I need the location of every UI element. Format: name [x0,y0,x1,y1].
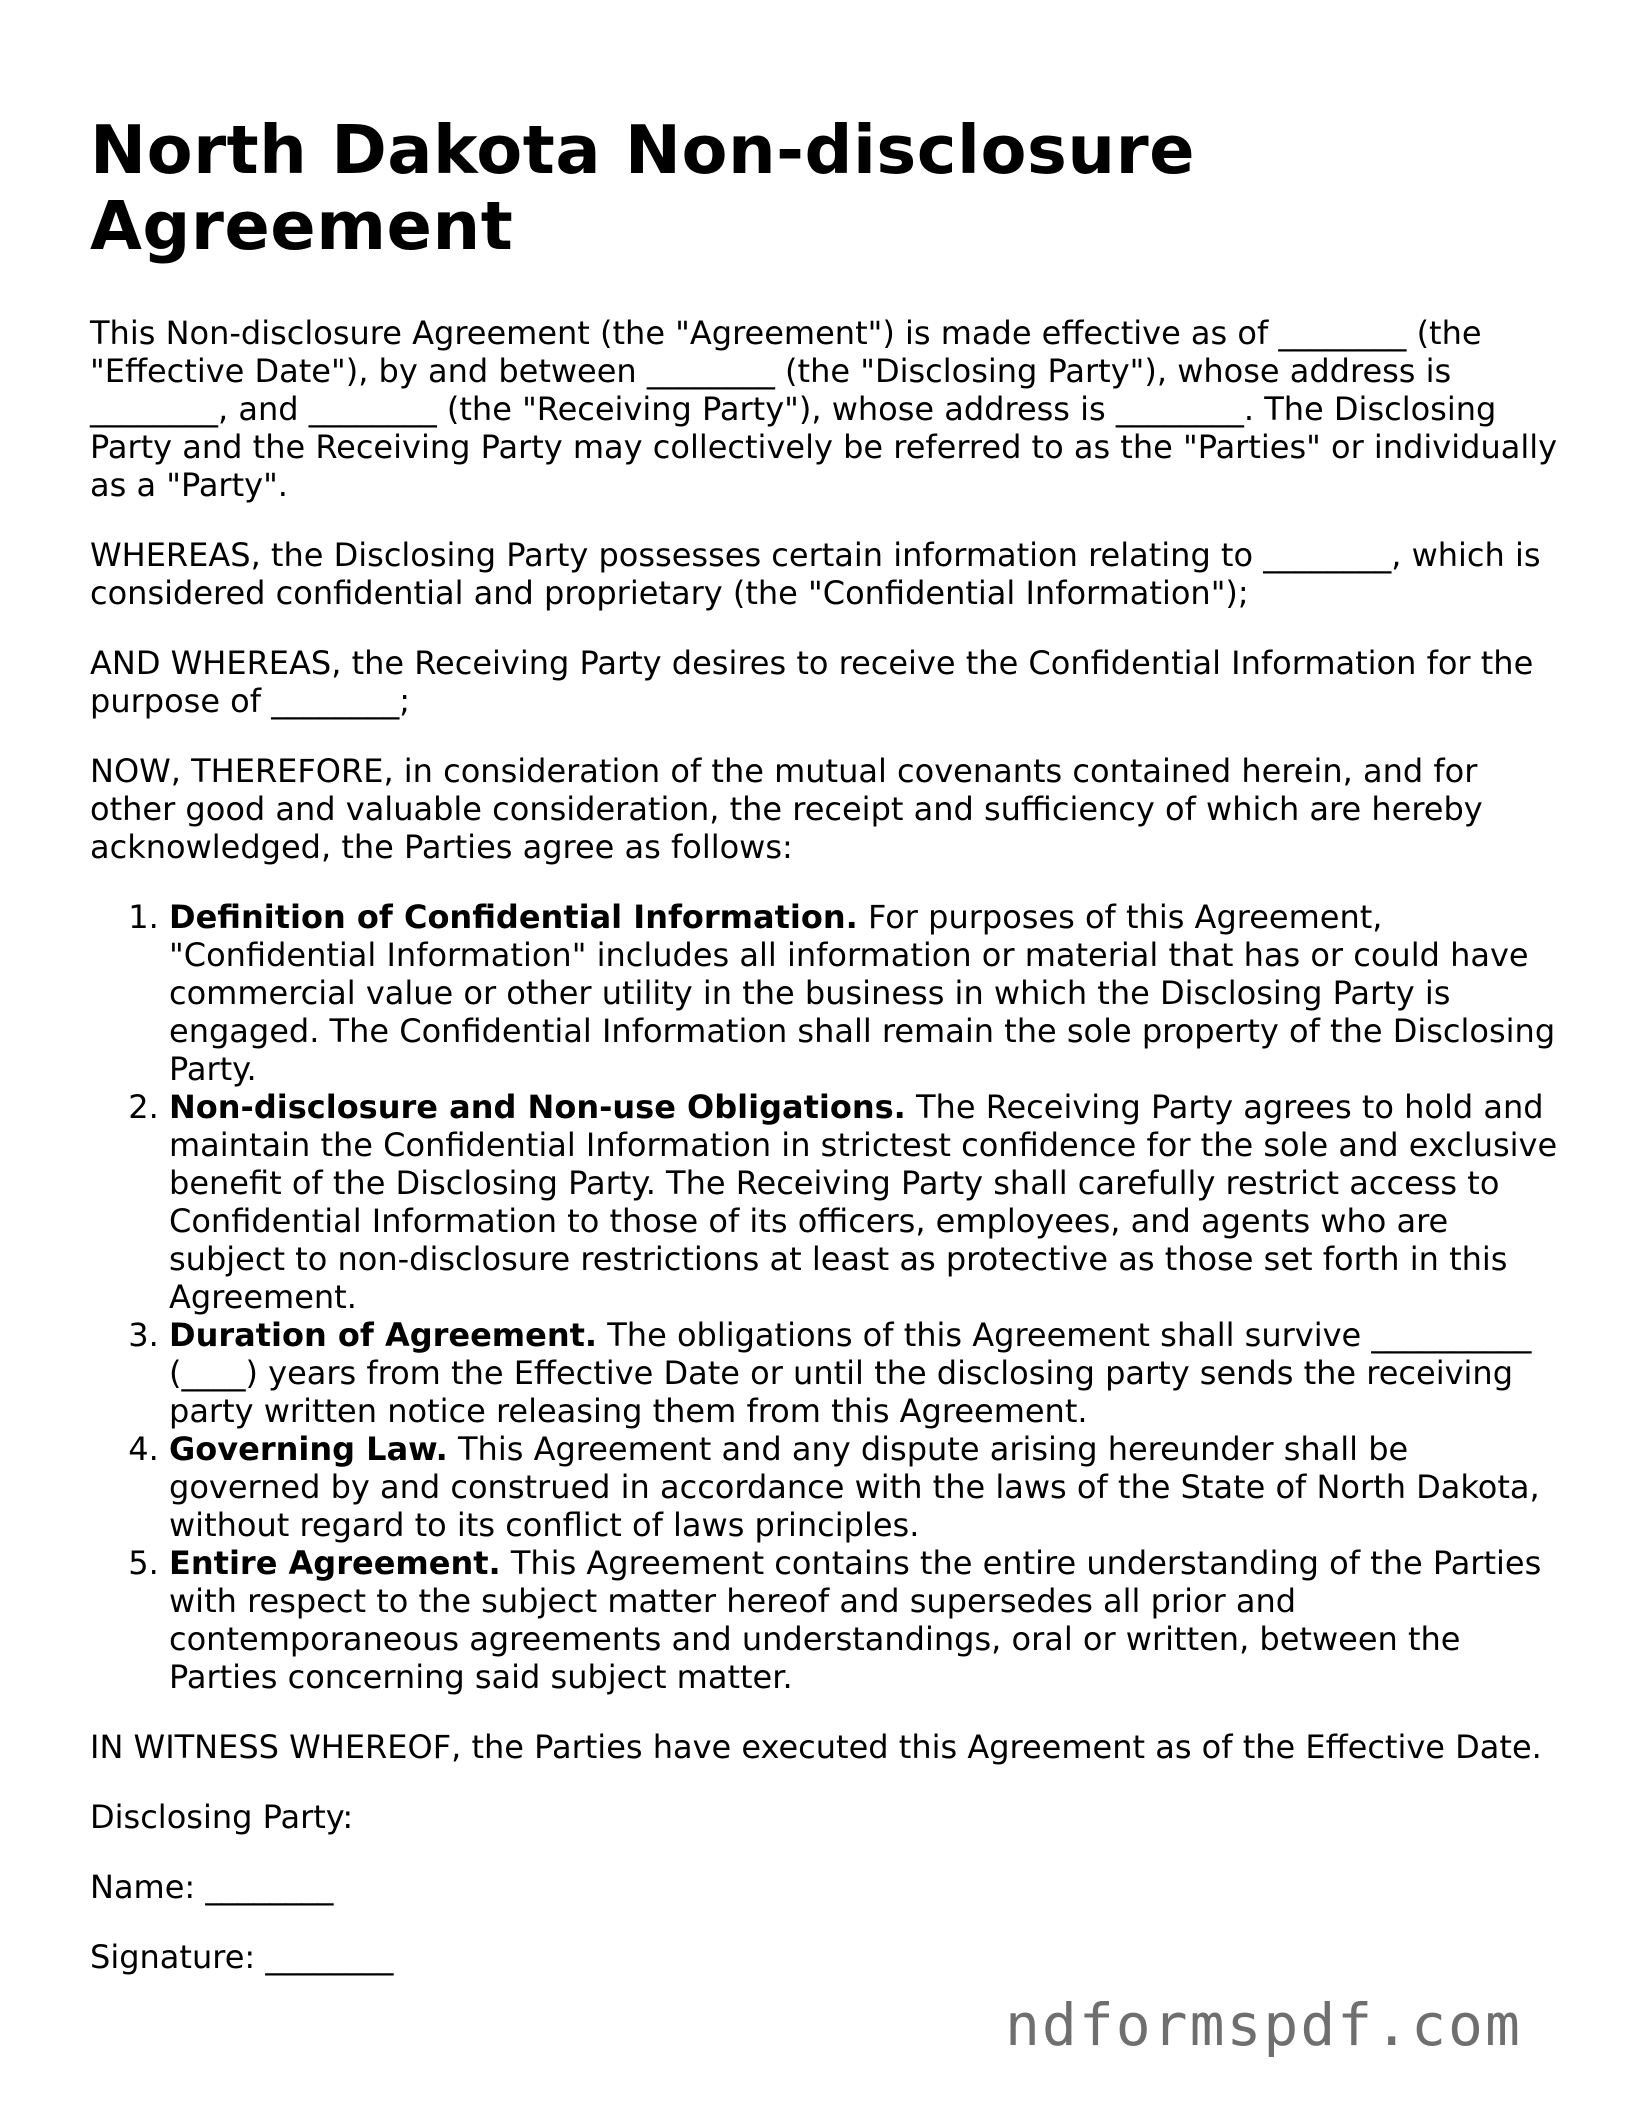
whereas-paragraph-1: WHEREAS, the Disclosing Party possesses certain information relating to ________, which is considered confidential and proprietary (the "Confidential Information"); [90,536,1541,612]
clause-heading: Non-disclosure and Non-use Obligations. [169,1088,906,1126]
whereas-paragraph-2: AND WHEREAS, the Receiving Party desires to receive the Confidential Information for the purpose of ________; [90,644,1534,720]
clause-item [169,1088,1560,1316]
disclosing-party-label: Disclosing Party: [90,1798,354,1836]
clause-heading: Duration of Agreement. [169,1316,598,1354]
name-line: Name: ________ [90,1868,334,1906]
watermark: ndformspdf.com [1005,1991,1522,2059]
clause-heading: Definition of Confidential Information. [169,898,858,936]
clause-text: This Agreement contains the entire understanding of the Parties with respect to the subject matter hereof and supersedes all prior and contemporaneous agreements and understandings, oral or written, between the Parties concerning said subject matter. [169,1544,1542,1696]
clause-text: The obligations of this Agreement shall survive __________ (____) years from the Effective Date or until the disclosing party sends the receiving party written notice releasing them from this Agreement. [169,1316,1532,1430]
clause-text: This Agreement and any dispute arising hereunder shall be governed by and construed in accordance with the laws of the State of North Dakota, without regard to its conflict of laws principles. [169,1430,1540,1544]
intro-paragraph: This Non-disclosure Agreement (the "Agreement") is made effective as of ________ (the "Effective Date"), by and between ________ (the "Disclosing Party"), whose address is ________, and ________ (the "Receiving Party"), whose address is ________. The Disclosing Party and the Receiving Party may collectively be referred to as the "Parties" or individually as a "Party". [90,314,1558,504]
now-therefore-paragraph: NOW, THEREFORE, in consideration of the mutual covenants contained herein, and for other good and valuable consideration, the receipt and sufficiency of which are hereby acknowledged, the Parties agree as follows: [90,752,1483,866]
clause-item [169,1544,1560,1696]
clause-item [169,898,1560,1088]
clause-text: The Receiving Party agrees to hold and maintain the Confidential Information in strictest confidence for the sole and exclusive benefit of the Disclosing Party. The Receiving Party shall carefully restrict access to Confidential Information to those of its officers, employees, and agents who are subject to non-disclosure restrictions at least as protective as those set forth in this Agreement. [169,1088,1558,1316]
clause-item [169,1430,1560,1544]
clause-item [169,1316,1560,1430]
document-page [90,112,1560,2008]
clause-heading: Governing Law. [169,1430,448,1468]
document-title: North Dakota Non-disclosure Agreement [90,111,1196,265]
signature-line: Signature: ________ [90,1938,394,1976]
clause-text: For purposes of this Agreement, "Confidential Information" includes all information or material that has or could have commercial value or other utility in the business in which the Disclosing Party is engaged. The Confidential Information shall remain the sole property of the Disclosing Party. [169,898,1556,1088]
clause-list [90,898,1560,1696]
witness-paragraph: IN WITNESS WHEREOF, the Parties have executed this Agreement as of the Effective Date. [90,1728,1542,1766]
clause-heading: Entire Agreement. [169,1544,501,1582]
